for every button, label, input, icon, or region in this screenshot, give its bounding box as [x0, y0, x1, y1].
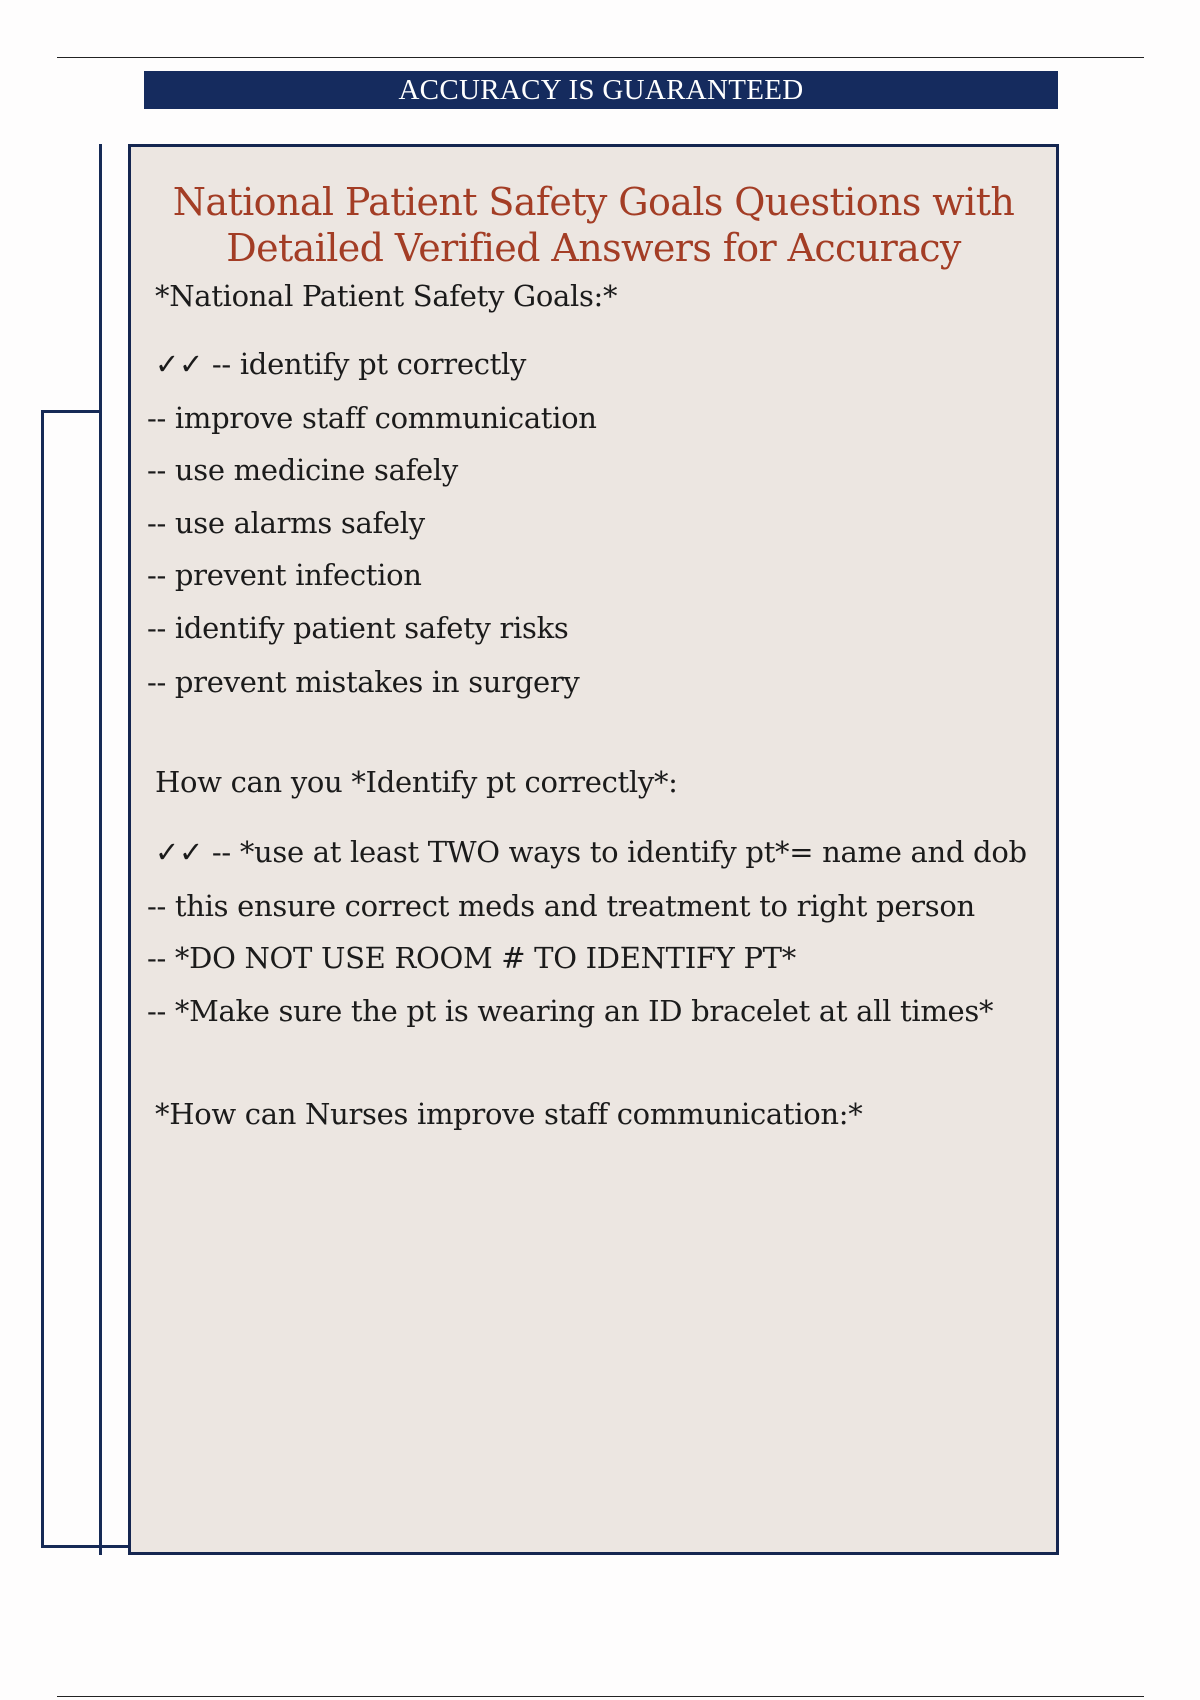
goals-heading: *National Patient Safety Goals:*	[155, 279, 618, 313]
bracket-horizontal-top	[41, 410, 101, 413]
goal-item: -- prevent infection	[147, 558, 422, 592]
bracket-vertical-inner	[99, 144, 102, 1555]
goal-item: -- use medicine safely	[147, 453, 458, 487]
goal-item: -- use alarms safely	[147, 506, 425, 540]
banner: ACCURACY IS GUARANTEED	[144, 71, 1058, 109]
title-line-2: Detailed Verified Answers for Accuracy	[226, 226, 961, 270]
identify-answer: -- this ensure correct meds and treatment to right person	[147, 889, 975, 923]
identify-heading: How can you *Identify pt correctly*:	[155, 765, 678, 799]
document-title	[131, 179, 1056, 271]
goal-item: ✓✓ -- identify pt correctly	[155, 347, 527, 381]
content-card	[128, 144, 1059, 1555]
top-rule	[57, 57, 1144, 58]
communication-heading: *How can Nurses improve staff communication:*	[155, 1097, 863, 1131]
goal-item: -- prevent mistakes in surgery	[147, 665, 580, 699]
goal-item: -- improve staff communication	[147, 401, 597, 435]
identify-answer: -- *DO NOT USE ROOM # TO IDENTIFY PT*	[147, 941, 796, 975]
identify-answer: -- *Make sure the pt is wearing an ID bracelet at all times*	[147, 994, 994, 1028]
title-line-1: National Patient Safety Goals Questions with	[172, 180, 1015, 224]
identify-answer: ✓✓ -- *use at least TWO ways to identify pt*= name and dob	[155, 835, 1027, 869]
bracket-vertical-outer	[41, 410, 44, 1548]
bottom-rule	[57, 1696, 1144, 1697]
goal-item: -- identify patient safety risks	[147, 611, 569, 645]
